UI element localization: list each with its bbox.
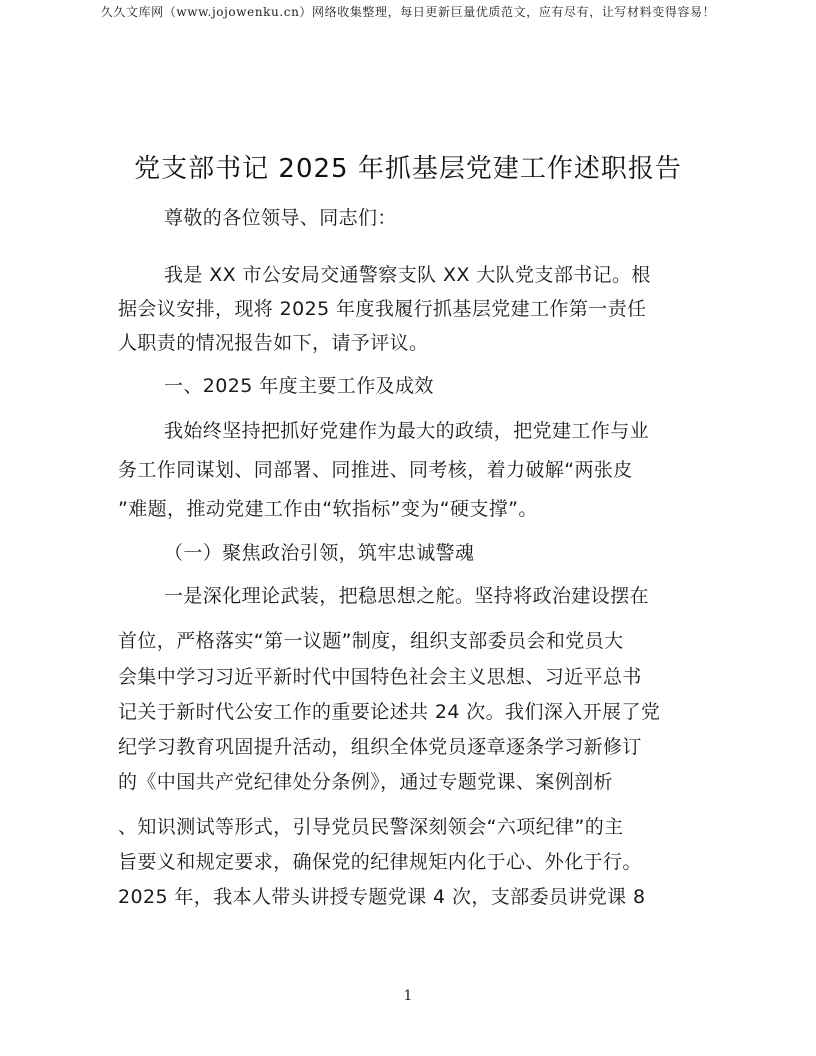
point-line-a1: 首位，严格落实“第一议题”制度，组织支部委员会和党员大 <box>118 630 624 652</box>
intro-line-2: 据会议安排，现将 2025 年度我履行抓基层党建工作第一责任 <box>118 298 647 320</box>
point-first-line: 一是深化理论武装，把稳思想之舵。坚持将政治建设摆在 <box>164 585 650 607</box>
page-number: 1 <box>403 988 413 1004</box>
section-heading: 一、2025 年度主要工作及成效 <box>164 375 434 397</box>
point-line-b1: 、知识测试等形式，引导党员民警深刻领会“六项纪律”的主 <box>118 816 624 838</box>
section-line-2: 务工作同谋划、同部署、同推进、同考核，着力破解“两张皮 <box>118 459 633 481</box>
point-line-a5: 的《中国共产党纪律处分条例》，通过专题党课、案例剖析 <box>118 771 613 793</box>
point-line-b3: 2025 年，我本人带头讲授专题党课 4 次，支部委员讲党课 8 <box>118 886 646 908</box>
point-line-a4: 纪学习教育巩固提升活动，组织全体党员逐章逐条学习新修订 <box>118 736 642 758</box>
subsection-heading: （一）聚焦政治引领，筑牢忠诚警魂 <box>164 542 475 564</box>
point-line-a3: 记关于新时代公安工作的重要论述共 24 次。我们深入开展了党 <box>118 701 661 723</box>
site-watermark-header: 久久文库网（www.jojowenku.cn）网络收集整理，每日更新巨量优质范文，应有尽有，让写材料变得容易！ <box>100 5 716 19</box>
intro-line-3: 人职责的情况报告如下，请予评议。 <box>118 332 429 354</box>
point-line-b2: 旨要义和规定要求，确保党的纪律规矩内化于心、外化于行。 <box>118 851 642 873</box>
section-line-1: 我始终坚持把抓好党建作为最大的政绩，把党建工作与业 <box>164 420 650 442</box>
salutation: 尊敬的各位领导、同志们： <box>164 207 397 229</box>
intro-line-1: 我是 XX 市公安局交通警察支队 XX 大队党支部书记。根 <box>164 264 651 286</box>
section-line-3: ”难题，推动党建工作由“软指标”变为“硬支撑”。 <box>118 498 538 520</box>
document-title: 党支部书记 2025 年抓基层党建工作述职报告 <box>134 154 682 184</box>
point-line-a2: 会集中学习习近平新时代中国特色社会主义思想、习近平总书 <box>118 666 642 688</box>
